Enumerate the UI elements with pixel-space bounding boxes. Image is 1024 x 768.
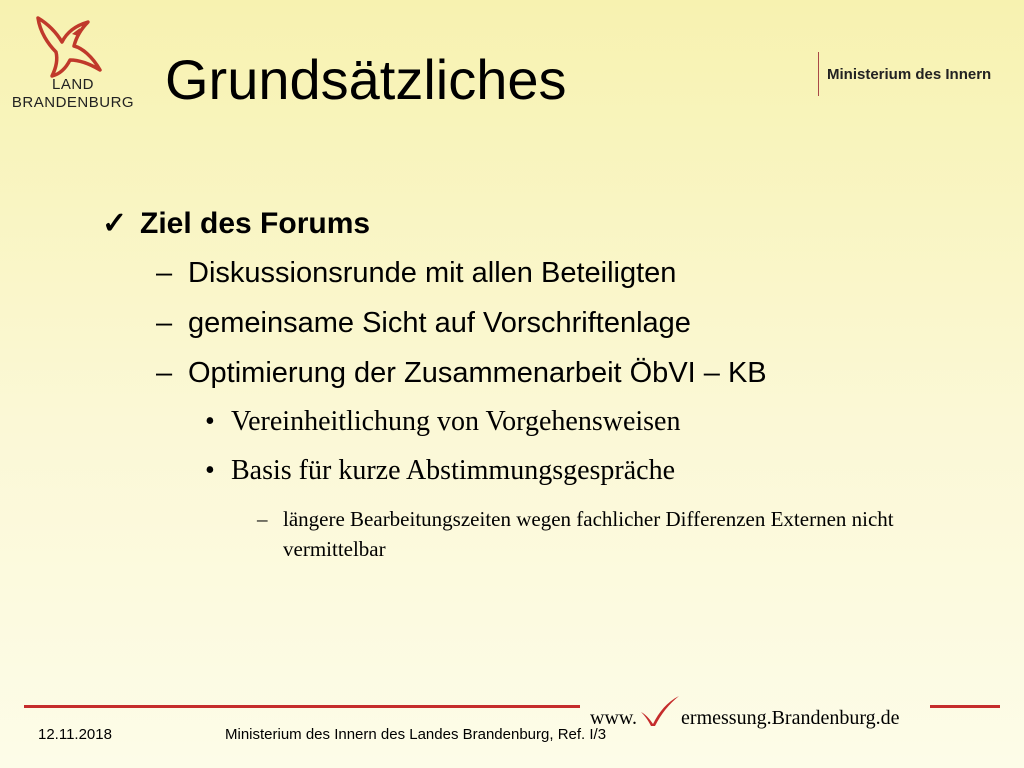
bullet-text: längere Bearbeitungszeiten wegen fachlicher Differenzen Externen nicht vermittelbar — [283, 507, 894, 561]
bullet-level2 — [156, 357, 767, 390]
dash-marker: – — [156, 357, 173, 389]
bullet-level2 — [156, 257, 676, 290]
logo-text-land: LAND — [51, 76, 94, 93]
bullet-text: Optimierung der Zusammenarbeit ÖbVI – KB — [188, 357, 767, 389]
bullet-level4 — [257, 504, 943, 564]
bullet-level2 — [156, 307, 691, 340]
bullet-text: Diskussionsrunde mit allen Beteiligten — [188, 257, 677, 289]
bullet-text: Basis für kurze Abstimmungsgespräche — [231, 455, 676, 486]
ministry-label: Ministerium des Innern — [827, 65, 992, 83]
dash-marker: – — [257, 507, 268, 531]
footer-date: 12.11.2018 — [38, 726, 112, 743]
slide-title: Grundsätzliches — [165, 48, 567, 111]
bullet-level3 — [205, 455, 675, 487]
footer-divider-right — [930, 705, 1000, 708]
dash-marker: – — [156, 257, 173, 289]
bullet-dot: • — [205, 455, 215, 486]
bullet-text: Ziel des Forums — [140, 207, 371, 240]
url-prefix: www. — [590, 707, 638, 729]
bullet-text: gemeinsame Sicht auf Vorschriftenlage — [188, 307, 691, 339]
footer-website[interactable] — [590, 694, 900, 730]
url-suffix: ermessung.Brandenburg.de — [681, 707, 900, 729]
checkmark-icon: ✓ — [102, 207, 128, 240]
bullet-text: Vereinheitlichung von Vorgehensweisen — [231, 406, 681, 437]
footer-divider-left — [24, 705, 580, 708]
logo-text-brandenburg: BRANDENBURG — [11, 94, 135, 111]
bullet-level1 — [102, 206, 370, 241]
checkmark-v-icon — [637, 696, 681, 726]
bullet-dot: • — [205, 406, 215, 437]
dash-marker: – — [156, 307, 173, 339]
footer-organization: Ministerium des Innern des Landes Brandenburg, Ref. I/3 — [225, 726, 607, 743]
bullet-level3 — [205, 406, 680, 438]
